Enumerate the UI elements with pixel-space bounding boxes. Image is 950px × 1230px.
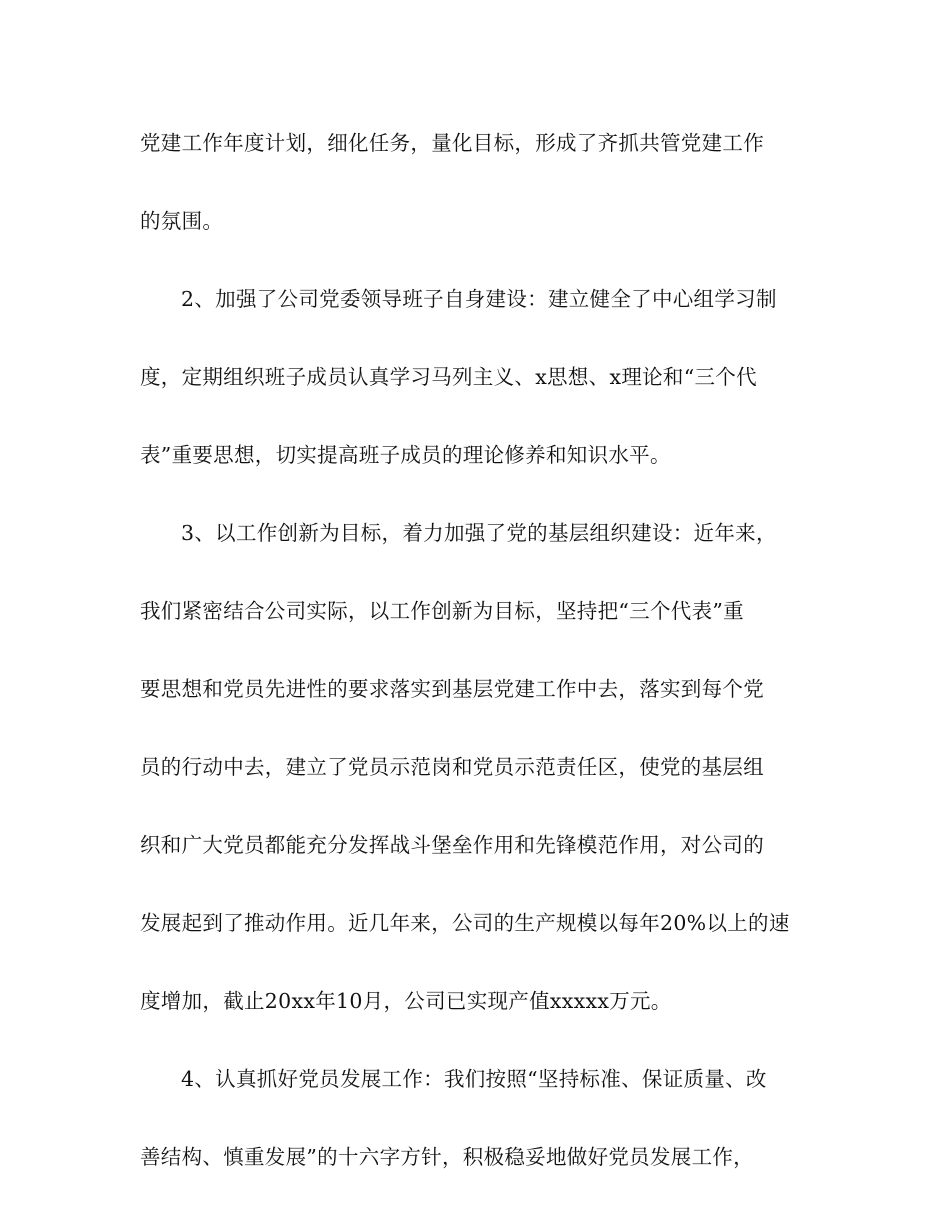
paragraph-start-line: 4、认真抓好党员发展工作：我们按照“坚持标准、保证质量、改 <box>181 1067 767 1091</box>
text-line: 度，定期组织班子成员认真学习马列主义、x思想、x理论和“三个代 <box>140 365 757 389</box>
paragraph-start-line: 2、加强了公司党委领导班子自身建设：建立健全了中心组学习制 <box>181 287 777 311</box>
text-line: 的氛围。 <box>140 209 224 233</box>
text-line: 要思想和党员先进性的要求落实到基层党建工作中去，落实到每个党 <box>140 677 764 701</box>
text-line: 员的行动中去，建立了党员示范岗和党员示范责任区，使党的基层组 <box>140 755 764 779</box>
paragraph-start-line: 3、以工作创新为目标，着力加强了党的基层组织建设：近年来， <box>181 521 777 545</box>
text-line: 善结构、慎重发展”的十六字方针，积极稳妥地做好党员发展工作， <box>140 1145 754 1169</box>
text-line: 织和广大党员都能充分发挥战斗堡垒作用和先锋模范作用，对公司的 <box>140 833 764 857</box>
text-line: 党建工作年度计划，细化任务，量化目标，形成了齐抓共管党建工作 <box>140 131 764 155</box>
text-line: 发展起到了推动作用。近几年来，公司的生产规模以每年20%以上的速 <box>140 911 790 935</box>
text-line: 表”重要思想，切实提高班子成员的理论修养和知识水平。 <box>140 443 671 467</box>
text-line: 度增加，截止20xx年10月，公司已实现产值xxxxx万元。 <box>140 989 672 1013</box>
text-line: 我们紧密结合公司实际，以工作创新为目标，坚持把“三个代表”重 <box>140 599 744 623</box>
document-body <box>140 124 808 1216</box>
